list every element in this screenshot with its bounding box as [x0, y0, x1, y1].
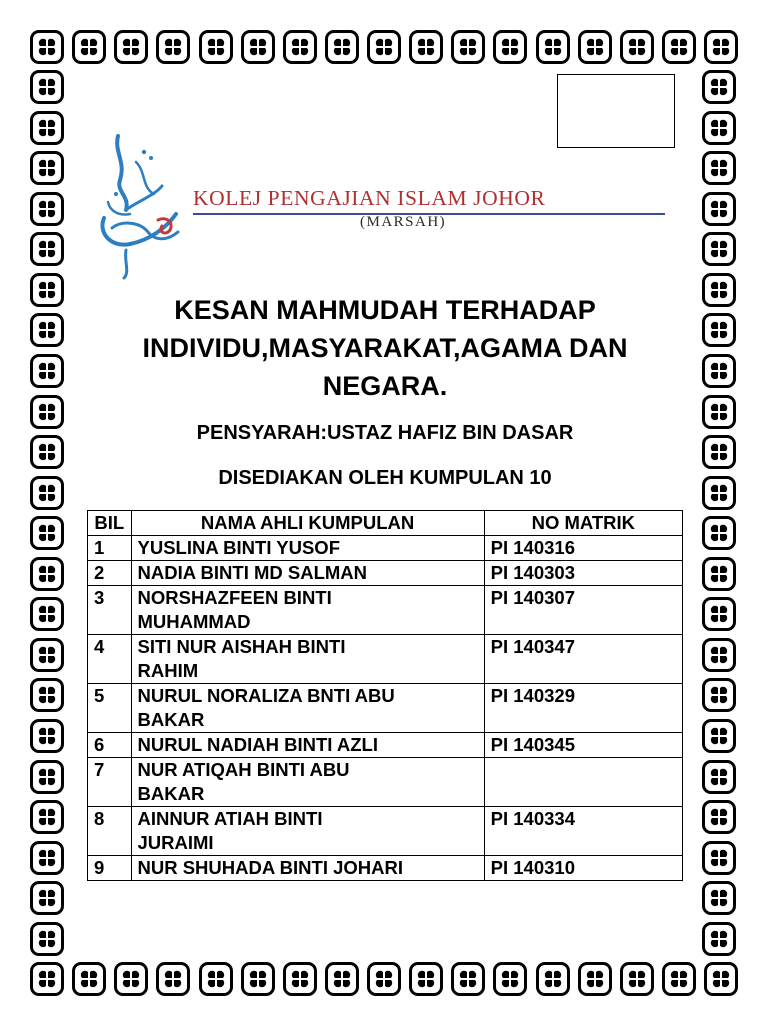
clover-ornament-icon — [72, 30, 106, 64]
clover-ornament-icon — [30, 841, 64, 875]
clover-ornament-icon — [156, 962, 190, 996]
table-row — [88, 807, 683, 856]
table-row — [88, 856, 683, 881]
row-matric: PI 140334 — [484, 807, 682, 856]
clover-ornament-icon — [30, 516, 64, 550]
clover-ornament-icon — [620, 962, 654, 996]
clover-ornament-icon — [620, 30, 654, 64]
calligraphy-logo-icon — [96, 132, 186, 280]
clover-ornament-icon — [30, 30, 64, 64]
clover-ornament-icon — [30, 760, 64, 794]
clover-ornament-icon — [702, 151, 736, 185]
clover-ornament-icon — [578, 30, 612, 64]
row-bil: 6 — [88, 733, 132, 758]
clover-ornament-icon — [241, 962, 275, 996]
border-right — [702, 70, 736, 956]
college-subtitle: (MARSAH) — [360, 214, 447, 230]
clover-ornament-icon — [30, 354, 64, 388]
row-bil: 1 — [88, 536, 132, 561]
clover-ornament-icon — [367, 30, 401, 64]
row-name — [131, 561, 484, 586]
clover-ornament-icon — [114, 962, 148, 996]
clover-ornament-icon — [702, 800, 736, 834]
clover-ornament-icon — [578, 962, 612, 996]
clover-ornament-icon — [702, 232, 736, 266]
clover-ornament-icon — [30, 192, 64, 226]
row-name-line: AINNUR ATIAH BINTI — [137, 808, 323, 829]
clover-ornament-icon — [114, 30, 148, 64]
members-table-body — [88, 536, 683, 881]
clover-ornament-icon — [662, 962, 696, 996]
college-name: KOLEJ PENGAJIAN ISLAM JOHOR — [193, 186, 546, 210]
table-row — [88, 758, 683, 807]
clover-ornament-icon — [30, 395, 64, 429]
table-row — [88, 586, 683, 635]
clover-ornament-icon — [30, 881, 64, 915]
clover-ornament-icon — [325, 962, 359, 996]
row-name-line: BAKAR — [137, 783, 205, 804]
clover-ornament-icon — [702, 881, 736, 915]
clover-ornament-icon — [536, 962, 570, 996]
row-bil: 4 — [88, 635, 132, 684]
document-title — [90, 291, 680, 405]
clover-ornament-icon — [30, 435, 64, 469]
clover-ornament-icon — [702, 435, 736, 469]
clover-ornament-icon — [702, 476, 736, 510]
clover-ornament-icon — [702, 678, 736, 712]
row-name-line: NUR SHUHADA BINTI JOHARI — [137, 857, 404, 878]
clover-ornament-icon — [30, 273, 64, 307]
table-header-row — [88, 511, 683, 536]
clover-ornament-icon — [30, 922, 64, 956]
clover-ornament-icon — [156, 30, 190, 64]
clover-ornament-icon — [30, 557, 64, 591]
clover-ornament-icon — [409, 30, 443, 64]
clover-ornament-icon — [30, 232, 64, 266]
clover-ornament-icon — [451, 30, 485, 64]
clover-ornament-icon — [283, 30, 317, 64]
clover-ornament-icon — [30, 638, 64, 672]
row-matric: PI 140316 — [484, 536, 682, 561]
prepared-by-line: DISEDIAKAN OLEH KUMPULAN 10 — [218, 467, 552, 489]
clover-ornament-icon — [702, 557, 736, 591]
clover-ornament-icon — [241, 30, 275, 64]
clover-ornament-icon — [30, 800, 64, 834]
clover-ornament-icon — [704, 962, 738, 996]
clover-ornament-icon — [536, 30, 570, 64]
clover-ornament-icon — [493, 30, 527, 64]
row-name — [131, 807, 484, 856]
border-top — [30, 30, 738, 64]
header-name: NAMA AHLI KUMPULAN — [131, 511, 484, 536]
table-row — [88, 733, 683, 758]
row-bil: 5 — [88, 684, 132, 733]
row-matric: PI 140347 — [484, 635, 682, 684]
row-name — [131, 586, 484, 635]
row-name — [131, 856, 484, 881]
lecturer-line: PENSYARAH:USTAZ HAFIZ BIN DASAR — [196, 422, 574, 444]
row-matric: PI 140310 — [484, 856, 682, 881]
members-table — [87, 510, 683, 881]
row-name — [131, 536, 484, 561]
row-bil: 9 — [88, 856, 132, 881]
row-name — [131, 758, 484, 807]
clover-ornament-icon — [702, 273, 736, 307]
row-bil: 3 — [88, 586, 132, 635]
clover-ornament-icon — [702, 516, 736, 550]
clover-ornament-icon — [325, 30, 359, 64]
clover-ornament-icon — [704, 30, 738, 64]
document-title-line: KESAN MAHMUDAH TERHADAP — [174, 295, 596, 325]
clover-ornament-icon — [702, 841, 736, 875]
clover-ornament-icon — [702, 638, 736, 672]
clover-ornament-icon — [199, 962, 233, 996]
border-bottom — [30, 962, 738, 996]
clover-ornament-icon — [702, 760, 736, 794]
clover-ornament-icon — [702, 192, 736, 226]
row-name-line: BAKAR — [137, 709, 205, 730]
header-matric: NO MATRIK — [484, 511, 682, 536]
row-name-line: SITI NUR AISHAH BINTI — [137, 636, 346, 657]
row-name — [131, 733, 484, 758]
row-name — [131, 684, 484, 733]
row-name-line: NUR ATIQAH BINTI ABU — [137, 759, 350, 780]
clover-ornament-icon — [283, 962, 317, 996]
border-left — [30, 70, 64, 956]
clover-ornament-icon — [702, 70, 736, 104]
table-row — [88, 635, 683, 684]
document-title-line: NEGARA. — [322, 371, 448, 401]
clover-ornament-icon — [30, 719, 64, 753]
row-name-line: NORSHAZFEEN BINTI — [137, 587, 332, 608]
clover-ornament-icon — [30, 678, 64, 712]
clover-ornament-icon — [702, 395, 736, 429]
clover-ornament-icon — [451, 962, 485, 996]
table-row — [88, 536, 683, 561]
row-bil: 2 — [88, 561, 132, 586]
clover-ornament-icon — [702, 313, 736, 347]
row-matric: PI 140329 — [484, 684, 682, 733]
clover-ornament-icon — [367, 962, 401, 996]
clover-ornament-icon — [702, 719, 736, 753]
row-name — [131, 635, 484, 684]
row-matric: PI 140345 — [484, 733, 682, 758]
row-matric: PI 140307 — [484, 586, 682, 635]
row-name-line: NADIA BINTI MD SALMAN — [137, 562, 368, 583]
row-name-line: NURUL NADIAH BINTI AZLI — [137, 734, 378, 755]
clover-ornament-icon — [662, 30, 696, 64]
row-matric: PI 140303 — [484, 561, 682, 586]
row-matric — [484, 758, 682, 807]
row-bil: 8 — [88, 807, 132, 856]
row-name-line: YUSLINA BINTI YUSOF — [137, 537, 340, 558]
row-name-line: RAHIM — [137, 660, 199, 681]
clover-ornament-icon — [30, 313, 64, 347]
clover-ornament-icon — [702, 111, 736, 145]
row-name-line: NURUL NORALIZA BNTI ABU — [137, 685, 395, 706]
clover-ornament-icon — [199, 30, 233, 64]
clover-ornament-icon — [72, 962, 106, 996]
row-name-line: MUHAMMAD — [137, 611, 251, 632]
photo-placeholder-box — [557, 74, 675, 148]
clover-ornament-icon — [30, 962, 64, 996]
clover-ornament-icon — [30, 70, 64, 104]
table-row — [88, 684, 683, 733]
clover-ornament-icon — [30, 111, 64, 145]
clover-ornament-icon — [30, 476, 64, 510]
document-title-line: INDIVIDU,MASYARAKAT,AGAMA DAN — [142, 333, 628, 363]
clover-ornament-icon — [702, 922, 736, 956]
clover-ornament-icon — [493, 962, 527, 996]
row-name-line: JURAIMI — [137, 832, 214, 853]
header-bil: BIL — [88, 511, 132, 536]
clover-ornament-icon — [30, 151, 64, 185]
clover-ornament-icon — [702, 597, 736, 631]
row-bil: 7 — [88, 758, 132, 807]
clover-ornament-icon — [702, 354, 736, 388]
table-row — [88, 561, 683, 586]
clover-ornament-icon — [30, 597, 64, 631]
clover-ornament-icon — [409, 962, 443, 996]
